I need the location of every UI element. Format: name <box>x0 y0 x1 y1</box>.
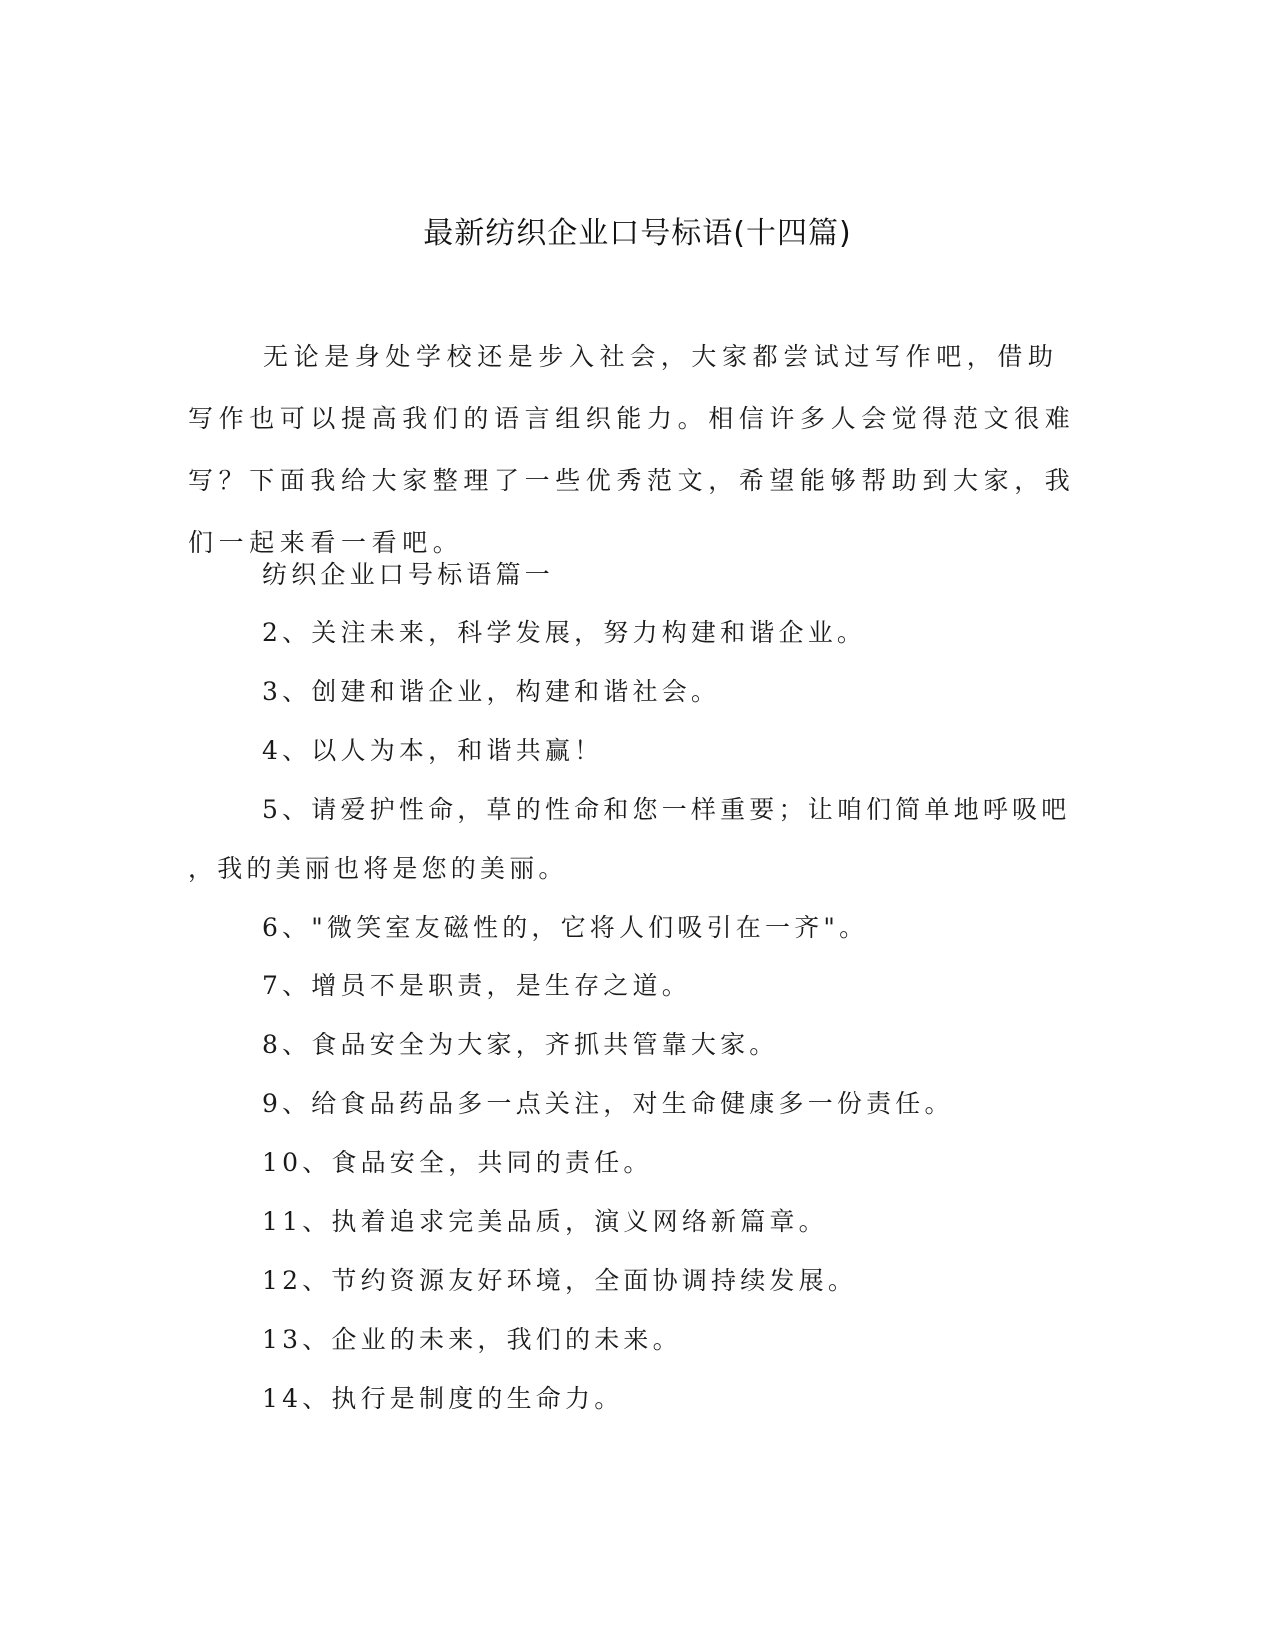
slogan-item: 11、执着追求完美品质，演义网络新篇章。 <box>262 1207 828 1236</box>
section-heading: 纺织企业口号标语篇一 <box>262 560 555 589</box>
slogan-item: 4、以人为本，和谐共赢！ <box>262 736 604 765</box>
slogan-item: 14、执行是制度的生命力。 <box>262 1384 624 1413</box>
slogan-item: 6、"微笑室友磁性的，它将人们吸引在一齐"。 <box>262 913 869 942</box>
intro-paragraph: 无论是身处学校还是步入社会，大家都尝试过写作吧，借助写作也可以提高我们的语言组织能力。相信许多人会觉得范文很难写？下面我给大家整理了一些优秀范文，希望能够帮助到大家，我们一起来看一看吧。 <box>188 342 1076 557</box>
document-title: 最新纺织企业口号标语(十四篇) <box>423 216 852 251</box>
slogan-item-continuation: ，我的美丽也将是您的美丽。 <box>188 854 568 883</box>
slogan-item: 13、企业的未来，我们的未来。 <box>262 1325 682 1354</box>
slogan-item: 8、食品安全为大家，齐抓共管靠大家。 <box>262 1030 779 1059</box>
slogan-item: 12、节约资源友好环境，全面协调持续发展。 <box>262 1266 858 1295</box>
slogan-item: 10、食品安全，共同的责任。 <box>262 1148 653 1177</box>
slogan-item: 2、关注未来，科学发展，努力构建和谐企业。 <box>262 618 867 647</box>
slogan-item: 7、增员不是职责，是生存之道。 <box>262 971 691 1000</box>
slogan-item: 9、给食品药品多一点关注，对生命健康多一份责任。 <box>262 1089 954 1118</box>
slogan-item: 5、请爱护性命，草的性命和您一样重要；让咱们简单地呼吸吧 <box>262 795 1071 824</box>
slogan-item: 3、创建和谐企业，构建和谐社会。 <box>262 677 721 706</box>
